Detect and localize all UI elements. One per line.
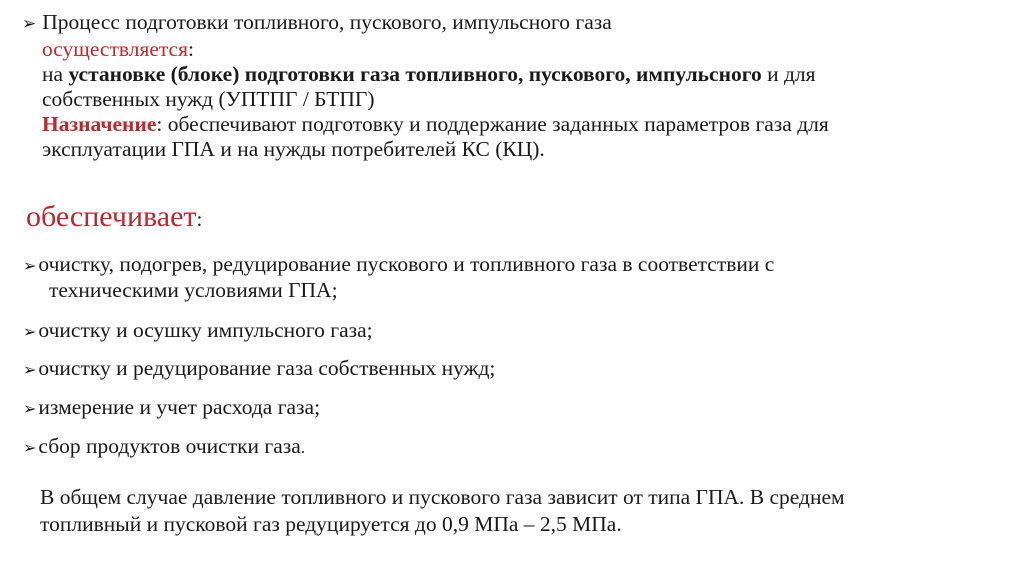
intro-line-2: [22, 37, 1012, 62]
list-item: [23, 318, 373, 344]
list-item-text: очистку, подогрев, редуцирование пускового и топливного газа в соответствии с: [38, 252, 775, 276]
heading-colon: :: [196, 207, 203, 231]
intro-colon: :: [188, 37, 194, 61]
list-item-text-continued: техническими условиями ГПА;: [49, 278, 338, 302]
list-item-end: .: [300, 438, 306, 457]
list-item-text: очистку и осушку импульсного газа;: [38, 318, 373, 342]
intro-text-2: осуществляется: [42, 37, 188, 61]
intro-text-1: Процесс подготовки топливного, пускового, импульсного газа: [42, 10, 612, 34]
heading-text: обеспечивает: [26, 200, 197, 233]
note-line-1: В общем случае давление топливного и пускового газа зависит от типа ГПА. В среднем: [40, 485, 845, 509]
bullet-arrow-icon: ➢: [23, 256, 37, 275]
purpose-text-2: эксплуатации ГПА и на нужды потребителей КС (КЦ): [42, 137, 540, 161]
bullet-arrow-icon: ➢: [23, 399, 37, 418]
intro-line-5: [22, 112, 1012, 137]
list-item-text: измерение и учет расхода газа;: [38, 395, 321, 419]
bullet-arrow-icon: ➢: [22, 14, 37, 34]
bullet-arrow-icon: ➢: [23, 360, 37, 379]
section-heading: [26, 200, 202, 236]
intro-block: [22, 10, 1012, 162]
list-item: [23, 395, 320, 421]
purpose-label: Назначение: [42, 112, 157, 136]
list-item: [23, 252, 774, 303]
intro-line-3: [22, 62, 1012, 87]
intro-line-4: [22, 87, 1012, 112]
list-item: [23, 356, 495, 382]
intro-text-3-bold: установке (блоке) подготовки газа топливного, пускового, импульсного: [68, 62, 762, 86]
intro-text-3-pre: на: [42, 62, 69, 86]
intro-text-3-post: и для: [761, 62, 816, 86]
note-line-2: топливный и пусковой газ редуцируется до 0,9 МПа – 2,5 МПа.: [40, 512, 622, 536]
intro-line-6: [22, 137, 1012, 162]
intro-line-1: [22, 10, 1012, 37]
list-item-text: сбор продуктов очистки газа: [38, 434, 301, 458]
list-item: [23, 434, 305, 460]
purpose-end: .: [539, 137, 545, 161]
summary-note: [40, 484, 1000, 538]
bullet-arrow-icon: ➢: [23, 438, 37, 457]
purpose-text-1: : обеспечивают подготовку и поддержание заданных параметров газа для: [156, 112, 829, 136]
list-item-text: очистку и редуцирование газа собственных нужд;: [38, 356, 496, 380]
intro-text-4: собственных нужд (УПТПГ / БТПГ): [42, 87, 375, 111]
bullet-arrow-icon: ➢: [23, 322, 37, 341]
